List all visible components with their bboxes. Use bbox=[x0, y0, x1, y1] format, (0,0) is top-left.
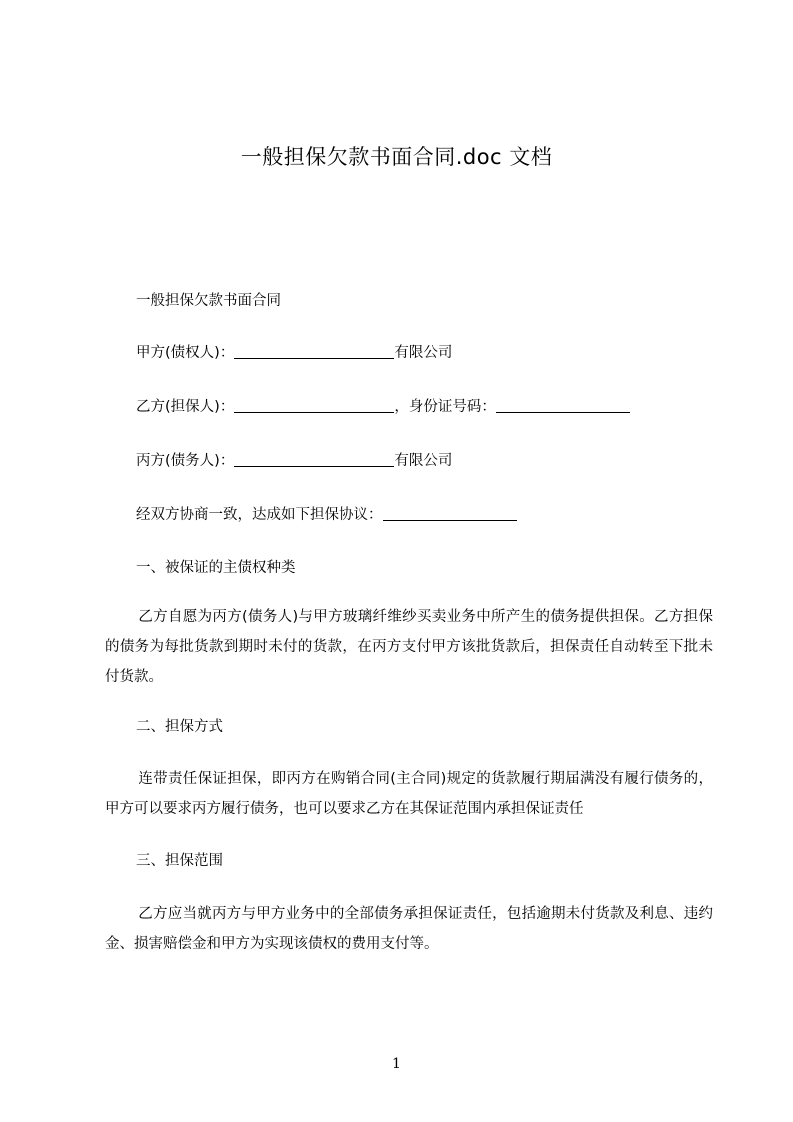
section-body bbox=[105, 764, 713, 824]
agreement-intro-line bbox=[136, 504, 517, 526]
party-c-suffix: 有限公司 bbox=[394, 453, 453, 469]
party-c-line bbox=[136, 450, 452, 472]
party-a-suffix: 有限公司 bbox=[394, 345, 453, 361]
document-title: 一般担保欠款书面合同.doc 文档 bbox=[240, 145, 553, 169]
section-body-text: 乙方应当就丙方与甲方业务中的全部债务承担保证责任，包括逾期未付货款及利息、违约金、损害赔偿金和甲方为实现该债权的费用支付等。 bbox=[105, 906, 713, 952]
party-c-label: 丙方(债务人)： bbox=[136, 453, 235, 469]
page-number: 1 bbox=[392, 1056, 401, 1072]
party-a-label: 甲方(债权人)： bbox=[136, 345, 235, 361]
party-b-line bbox=[136, 396, 630, 418]
party-b-id-label: ，身份证号码： bbox=[394, 399, 496, 415]
section-body bbox=[105, 602, 713, 692]
party-b-id-blank bbox=[496, 396, 630, 413]
party-b-label: 乙方(担保人)： bbox=[136, 399, 235, 415]
party-b-name-blank bbox=[234, 396, 394, 413]
party-c-name-blank bbox=[234, 450, 394, 467]
section-heading: 一、被保证的主债权种类 bbox=[136, 560, 296, 576]
section-body bbox=[105, 899, 713, 959]
party-a-line bbox=[136, 342, 452, 364]
section-body-text: 连带责任保证担保，即丙方在购销合同(主合同)规定的货款履行期届满没有履行债务的，甲方可以要求丙方履行债务，也可以要求乙方在其保证范围内承担保证责任 bbox=[105, 771, 713, 817]
agreement-intro: 经双方协商一致，达成如下担保协议： bbox=[136, 507, 383, 523]
contract-subtitle: 一般担保欠款书面合同 bbox=[136, 293, 281, 309]
agreement-blank bbox=[383, 504, 517, 521]
section-heading: 二、担保方式 bbox=[136, 719, 223, 735]
section-body-text: 乙方自愿为丙方(债务人)与甲方玻璃纤维纱买卖业务中所产生的债务提供担保。乙方担保的债务为每批货款到期时未付的货款，在丙方支付甲方该批货款后，担保责任自动转至下批未付货款。 bbox=[105, 609, 713, 685]
section-heading: 三、担保范围 bbox=[136, 853, 223, 869]
party-a-name-blank bbox=[234, 342, 394, 359]
